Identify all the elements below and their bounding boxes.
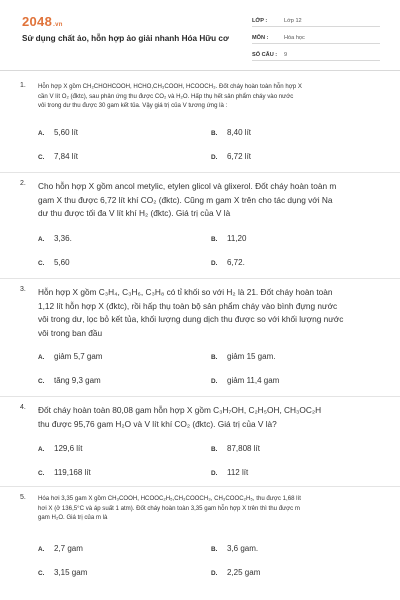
site-logo[interactable] [22,14,63,29]
question-number: 5. [20,494,26,501]
option-letter: C. [38,260,45,267]
question-separator [0,278,400,279]
option-text: 3,15 gam [54,568,88,577]
option-letter: B. [211,446,218,453]
option-text: 11,20 [227,234,247,243]
option-letter: B. [211,546,218,553]
option-letter: C. [38,154,45,161]
page-header [0,0,400,72]
option-a[interactable] [38,128,78,137]
question-text [38,82,382,111]
option-letter: C. [38,570,45,577]
option-text: 2,7 gam [54,544,83,553]
meta-label: SỐ CÂU : [252,52,278,58]
option-a[interactable] [38,544,83,553]
question-separator [0,486,400,487]
option-d[interactable] [211,568,260,577]
option-text: giảm 15 gam. [227,352,276,361]
question-number: 2. [20,180,26,187]
option-a[interactable] [38,234,72,243]
option-d[interactable] [211,152,251,161]
option-letter: A. [38,236,45,243]
question-line: Hỗn hợp X gồm C₃H₄, C₃H₆, C₃H₈ có tỉ khối so với H₂ là 21. Đốt cháy hoàn toàn [38,287,333,297]
question-line: Cho hỗn hợp X gồm ancol metylic, etylen glicol và glixerol. Đốt cháy hoàn toàn m [38,181,337,191]
meta-row-subject [252,29,380,44]
question-text [38,180,382,221]
option-letter: D. [211,378,218,385]
question-line: vôi trong ban đầu [38,327,103,338]
meta-row-count [252,46,380,61]
document-title: Sử dụng chất ảo, hỗn hợp ảo giải nhanh Hóa Hữu cơ [22,34,229,43]
meta-value: 9 [284,52,288,58]
option-letter: A. [38,130,45,137]
question-number: 1. [20,82,26,89]
meta-row-class [252,12,380,27]
logo-suffix: .vn [53,22,63,28]
meta-label: MÔN : [252,35,269,41]
option-text: 3,36. [54,234,72,243]
question-text [38,286,382,340]
option-letter: A. [38,446,45,453]
question-line: 1,12 lít hỗn hợp X (đktc), rồi hấp thụ toàn bộ sản phẩm cháy vào bình đựng nước [38,300,338,311]
question-line: gam X thu được 6,72 lít khí CO₂ (đktc). Cũng m gam X trên cho tác dụng với Na [38,194,333,205]
option-text: 6,72 lít [227,152,252,161]
option-letter: D. [211,154,218,161]
question-number: 4. [20,404,26,411]
question-line: dư thu được tối đa V lít khí H₂ (đktc). Giá trị của V là [38,208,231,219]
option-letter: D. [211,570,218,577]
option-text: 5,60 [54,258,70,267]
option-text: 5,60 lít [54,128,79,137]
question-line: Hỗn hợp X gồm CH₂CHOHCOOH, HCHO,CH₃COOH, HCOOCH₃. Đốt cháy hoàn toàn hỗn hợp X [38,83,302,90]
option-d[interactable] [211,468,248,477]
option-letter: C. [38,378,45,385]
option-letter: B. [211,236,218,243]
option-b[interactable] [211,544,258,553]
header-divider [0,70,400,71]
option-text: tăng 9,3 gam [54,376,101,385]
question-separator [0,172,400,173]
option-b[interactable] [211,234,246,243]
option-text: 87,808 lít [227,444,260,453]
question-number: 3. [20,286,26,293]
question-text [38,404,382,431]
option-text: 6,72. [227,258,245,267]
option-letter: A. [38,546,45,553]
logo-text: 2048 [22,14,53,29]
option-letter: D. [211,260,218,267]
question-text [38,494,382,523]
question-line: vôi trong dư, lọc bỏ kết tủa, khối lượng dung dịch thu được so với khối lượng nước [38,314,344,325]
option-d[interactable] [211,258,245,267]
option-b[interactable] [211,352,275,361]
question-line: Đốt cháy hoàn toàn 80,08 gam hỗn hợp X gồm C₃H₇OH, C₂H₅OH, CH₃OC₂H [38,405,322,415]
option-letter: B. [211,130,218,137]
question-line: gam H₂O. Giá trị của m là [38,514,108,522]
option-a[interactable] [38,352,102,361]
option-text: 129,6 lít [54,444,83,453]
option-text: 2,25 gam [227,568,261,577]
option-a[interactable] [38,444,82,453]
option-text: 119,168 lít [54,468,91,477]
option-text: 3,6 gam. [227,544,259,553]
option-letter: B. [211,354,218,361]
option-d[interactable] [211,376,279,385]
option-b[interactable] [211,444,260,453]
option-text: giảm 5,7 gam [54,352,103,361]
option-text: 7,84 lít [54,152,79,161]
option-c[interactable] [38,376,101,385]
option-letter: C. [38,470,45,477]
meta-value: Hóa học [284,35,305,41]
option-text: 8,40 lít [227,128,252,137]
meta-value: Lớp 12 [284,18,302,24]
option-letter: D. [211,470,218,477]
question-line: Hóa hơi 3,35 gam X gồm CH₃COOH, HCOOC₂H₅,CH₃COOCH₃, CH₃COOC₂H₅, thu được 1,68 lít [38,495,301,502]
question-line: hơi X (ở 136,5°C và áp suất 1 atm). Đốt cháy hoàn toàn 3,35 gam hỗn hợp X trên thì thu được m [38,504,300,512]
option-text: giảm 11,4 gam [227,376,280,385]
option-c[interactable] [38,468,91,477]
option-c[interactable] [38,258,70,267]
option-text: 112 lít [227,468,249,477]
option-b[interactable] [211,128,251,137]
question-line: vôi trong dư thu được 30 gam kết tủa. Vậy giá trị của V tương ứng là : [38,102,228,110]
option-letter: A. [38,354,45,361]
meta-label: LỚP : [252,18,268,24]
option-c[interactable] [38,568,87,577]
question-separator [0,396,400,397]
meta-info [252,12,380,63]
option-c[interactable] [38,152,78,161]
question-line: thu được 95,76 gam H₂O và V lít khí CO₂ (đktc). Giá trị của V là? [38,418,277,429]
question-line: cần V lít O₂ (đktc), sau phản ứng thu được CO₂ và H₂O. Hấp thụ hết sản phẩm cháy vào nước [38,92,294,100]
